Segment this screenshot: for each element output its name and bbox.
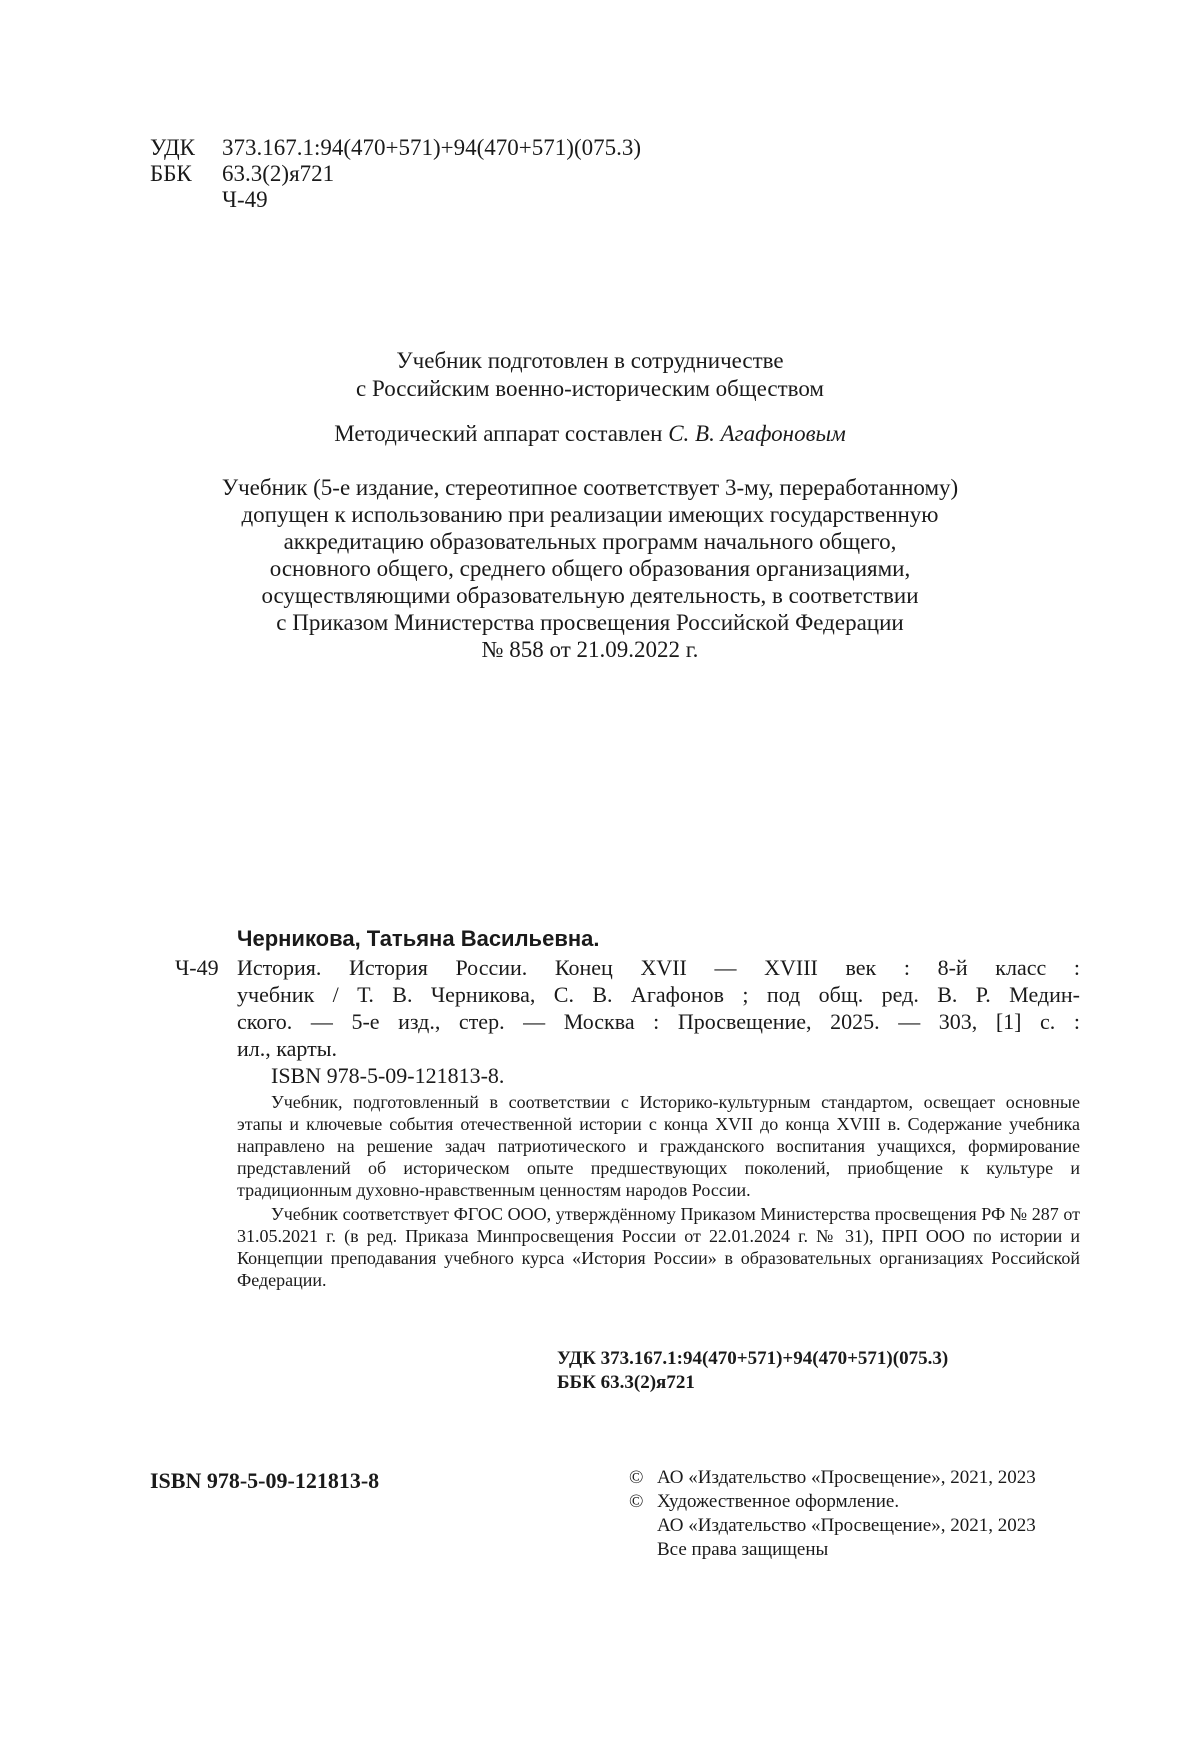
copyright-row-4 [629,1538,1036,1562]
copyright-row-2 [629,1490,1036,1514]
udk-value: 373.167.1:94(470+571)+94(470+571)(075.3) [222,135,642,160]
record-author: Черникова, Татьяна Васильевна. [237,926,600,951]
approval-statement [130,474,1050,663]
copyright-line-2: Художественное оформление. [657,1491,900,1512]
approval-line: аккредитацию образовательных программ начального общего, [283,529,897,554]
isbn-bold: ISBN 978-5-09-121813-8 [150,1468,380,1493]
methodical-prefix: Методический аппарат составлен [334,421,663,446]
record-line: учебник / Т. В. Черникова, С. В. Агафонов ; под общ. ред. В. Р. Медин- [237,982,1080,1007]
record-line: История. История России. Конец XVII — XVIII век : 8-й класс : [237,955,1080,980]
cooperation-note [130,347,1050,403]
copyright-icon: © [629,1491,644,1512]
bbk-row [150,161,641,187]
cooperation-line-1: Учебник подготовлен в сотрудничестве [396,348,784,373]
annotation-paragraph-1: Учебник, подготовленный в соответствии с Историко-культурным стандартом, освещает основные этапы и ключевые события отечественной истории с конца XVII до конца XVIII в. Содержание учебника направлено на решение задач патриотического и гражданского воспитания учащихся, формирование представлений об историческом опыте предшествующих поколений, приобщение к культуре и традиционным духовно-нравственным ценностям народов России. [237,1092,1080,1200]
record-main-entry [175,954,1080,1062]
copyright-line-3: АО «Издательство «Просвещение», 2021, 2023 [657,1515,1036,1536]
approval-line: с Приказом Министерства просвещения Российской Федерации [276,610,904,635]
bbk-label: ББК [150,161,192,186]
record-annotation [237,1091,1080,1291]
author-sign-row [150,187,641,213]
annotation-paragraph-2: Учебник соответствует ФГОС ООО, утверждённому Приказом Министерства просвещения РФ № 287 от 31.05.2021 г. (в ред. Приказа Минпросвещения России от 22.01.2024 г. № 31), ПРП ООО по истории и Концепции преподавания учебного курса «История России» в образовательных организациях Российской Федерации. [237,1204,1080,1290]
copyright-row-3 [629,1514,1036,1538]
classification-codes-bottom [557,1347,948,1395]
bbk-bottom: ББК 63.3(2)я721 [557,1372,695,1393]
record-line: ского. — 5-е изд., стер. — Москва : Просвещение, 2025. — 303, [1] с. : [237,1009,1080,1034]
methodical-author: С. В. Агафоновым [668,421,846,446]
copyright-row-1 [629,1466,1036,1490]
udk-row [150,135,641,161]
udk-bottom: УДК 373.167.1:94(470+571)+94(470+571)(075.3) [557,1348,949,1369]
rights-reserved: Все права защищены [657,1539,829,1560]
record-line: ил., карты. [237,1036,337,1061]
record-author-sign: Ч-49 [175,955,219,980]
classification-codes-top [150,135,641,213]
cooperation-line-2: с Российским военно-историческим обществом [356,376,824,401]
methodical-note [130,420,1050,448]
approval-line: № 858 от 21.09.2022 г. [481,637,699,662]
approval-line: Учебник (5-е издание, стереотипное соответствует 3-му, переработанному) [221,475,959,500]
udk-label: УДК [150,135,195,160]
record-isbn: ISBN 978-5-09-121813-8. [271,1063,505,1088]
approval-line: основного общего, среднего общего образования организациями, [269,556,911,581]
approval-line: осуществляющими образовательную деятельность, в соответствии [261,583,919,608]
copyright-line-1: АО «Издательство «Просвещение», 2021, 2023 [657,1467,1036,1488]
approval-line: допущен к использованию при реализации имеющих государственную [241,502,939,527]
copyright-icon: © [629,1467,644,1488]
bibliographic-record [175,925,1080,1291]
record-description [237,954,1080,1062]
author-sign: Ч-49 [222,187,268,212]
copyright-block [629,1466,1036,1562]
bbk-value: 63.3(2)я721 [222,161,335,186]
